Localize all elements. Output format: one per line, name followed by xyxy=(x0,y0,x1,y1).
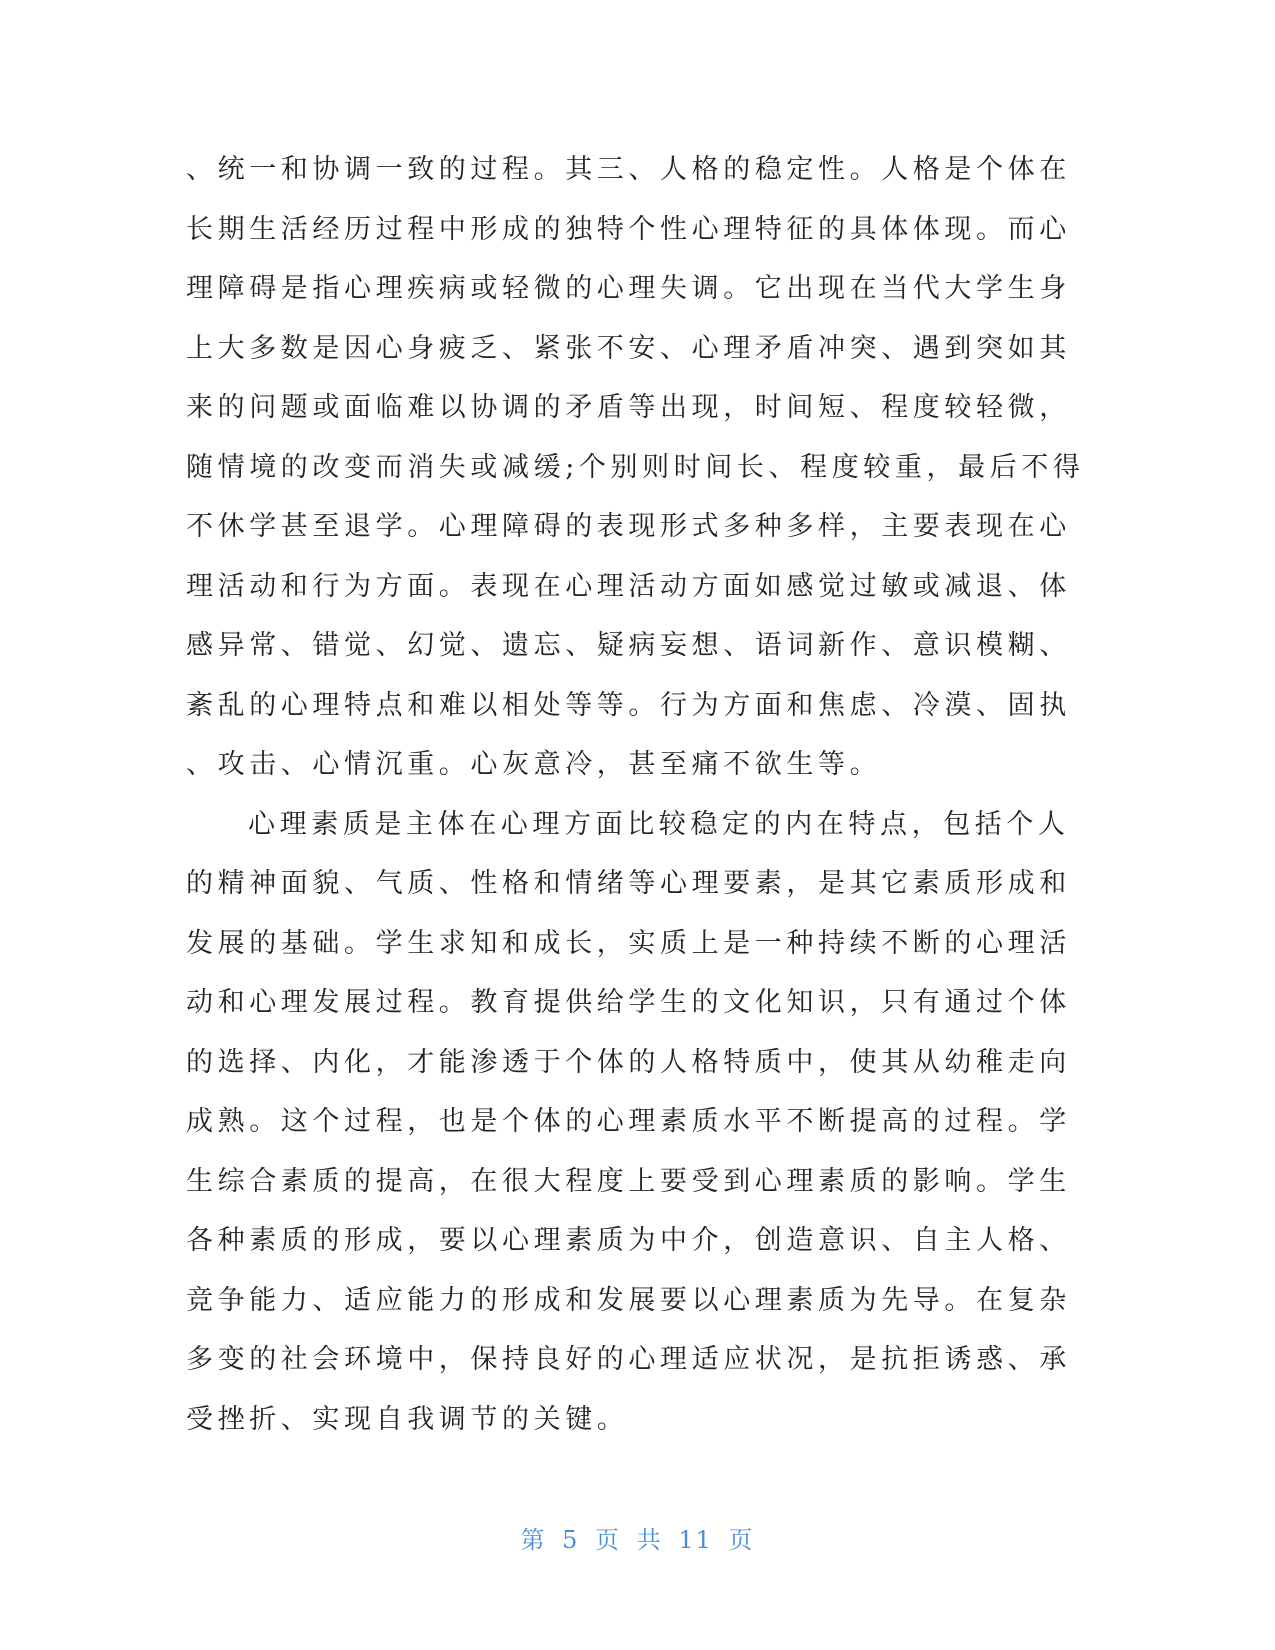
text-line: 生综合素质的提高，在很大程度上要受到心理素质的影响。学生 xyxy=(186,1165,1071,1197)
body-text xyxy=(186,140,1085,1449)
text-line: 理活动和行为方面。表现在心理活动方面如感觉过敏或减退、体 xyxy=(186,570,1071,602)
text-line: 多变的社会环境中，保持良好的心理适应状况，是抗拒诱惑、承 xyxy=(186,1344,1071,1375)
footer-page-word: 页 xyxy=(595,1526,622,1554)
text-line: 随情境的改变而消失或减缓;个别则时间长、程度较重，最后不得 xyxy=(186,451,1085,483)
text-line: 发展的基础。学生求知和成长，实质上是一种持续不断的心理活 xyxy=(186,927,1071,959)
text-line: 长期生活经历过程中形成的独特个性心理特征的具体体现。而心 xyxy=(186,213,1071,245)
text-line: 、攻击、心情沉重。心灰意冷，甚至痛不欲生等。 xyxy=(186,749,882,780)
text-line: 紊乱的心理特点和难以相处等等。行为方面和焦虑、冷漠、固执 xyxy=(186,689,1071,721)
text-line: 不休学甚至退学。心理障碍的表现形式多种多样，主要表现在心 xyxy=(186,511,1071,542)
text-line: 动和心理发展过程。教育提供给学生的文化知识，只有通过个体 xyxy=(186,987,1071,1018)
footer-prefix: 第 xyxy=(520,1526,547,1554)
text-line: 成熟。这个过程，也是个体的心理素质水平不断提高的过程。学 xyxy=(186,1106,1071,1137)
text-line: 受挫折、实现自我调节的关键。 xyxy=(186,1403,629,1435)
text-line: 来的问题或面临难以协调的矛盾等出现，时间短、程度较轻微， xyxy=(186,392,1071,423)
total-pages-number: 11 xyxy=(678,1526,713,1554)
footer-total-word: 共 xyxy=(636,1526,663,1554)
text-line: 的选择、内化，才能渗透于个体的人格特质中，使其从幼稚走向 xyxy=(186,1046,1071,1078)
footer-suffix: 页 xyxy=(728,1526,755,1554)
current-page-number: 5 xyxy=(562,1526,580,1554)
page-footer xyxy=(0,1520,1275,1555)
text-line: 感异常、错觉、幻觉、遗忘、疑病妄想、语词新作、意识模糊、 xyxy=(186,630,1071,661)
paragraph-start-line: 心理素质是主体在心理方面比较稳定的内在特点，包括个人 xyxy=(248,808,1070,840)
text-line: 上大多数是因心身疲乏、紧张不安、心理矛盾冲突、遇到突如其 xyxy=(186,332,1071,364)
text-line: 理障碍是指心理疾病或轻微的心理失调。它出现在当代大学生身 xyxy=(186,273,1071,304)
text-line: 的精神面貌、气质、性格和情绪等心理要素，是其它素质形成和 xyxy=(186,868,1071,899)
text-line: 、统一和协调一致的过程。其三、人格的稳定性。人格是个体在 xyxy=(186,154,1071,185)
text-line: 竞争能力、适应能力的形成和发展要以心理素质为先导。在复杂 xyxy=(186,1284,1071,1316)
text-line: 各种素质的形成，要以心理素质为中介，创造意识、自主人格、 xyxy=(186,1225,1071,1256)
